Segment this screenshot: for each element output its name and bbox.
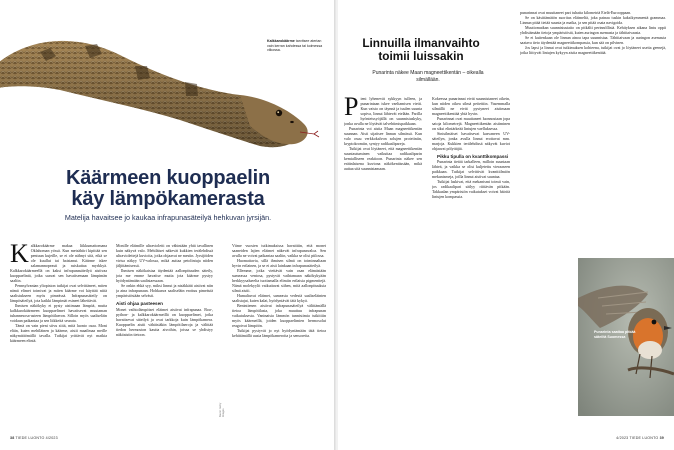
right-col2-subhead: Pikku tipulla on kvanttikompassi	[437, 154, 509, 159]
right-footer-mag: 4/2023 TIEDE LUONTO	[616, 436, 659, 440]
right-col2-p1: Kokeessa punarinnat eivät suunnistaneet oikein, kun niiden oikea silmä peitettiin. Vasemmalla silmällä ne eivät pystyneet aistimaan magneettikenttää yhtä hyvin.	[432, 96, 510, 116]
right-col2-p5: Tutkijat laskivat, että mekanismi toimii vain, jos radikaalipari säilyy riittävän pitkään. Takkaalan ympäristön vaikutukset voivat häiritä lintujen kompassia.	[432, 179, 510, 199]
right-col2-p3: Sinisilmäiset havaitsevat kasvaneen UV-säteilyn, jonka avulla linnut erottavat mm. marjoja. Kukkien terälehdissä näkyvät kuviot ohjaavat pölyttäjiä.	[432, 131, 510, 151]
right-col3-p4: Se ei kuitenkaan ole linnun ainoa tapa suunnistaa. Tähtitaivaan ja auringon asemasta saatava tieto täydentää magneettikompassia, kun sää on pilvinen.	[520, 35, 666, 45]
left-dropcap: K	[10, 243, 29, 268]
right-page-number: 39	[659, 436, 664, 440]
snake-caption-text: Kalkkarokäärme tarvitsee aterian vain kerran kahdessa tai kolmessa viikossa.	[267, 39, 323, 53]
left-title-line2: käy lämpökamerasta	[71, 188, 265, 210]
left-page-number: 38	[10, 436, 15, 440]
left-footer	[10, 436, 58, 440]
left-col3-p5: Benintienen aistivat infrapunasäteilyä välittämällä tietoa lämpötilasta, joka muuttuu infrapunan vaikutuksesta. Vaninaisia lämmön tunnistimia tutkittiin myös käärmeillä, joiden kuoppaelimien hermosolut reagoivat lämpöön.	[232, 303, 326, 328]
left-title-line1: Käärmeen kuoppaelin	[65, 167, 271, 189]
right-col3-p5: Jos lapsi ja linnut ovat tutkimuksen kohteena, tutkijat ovat jo löytäneet useita geenejä, jotka liittyvät lintujen kykyyn aistia magneettikenttää.	[520, 45, 666, 55]
robin-caption: Punarinta saattaa pitkää säteiltä Suomessa	[594, 330, 636, 339]
right-page	[338, 0, 674, 450]
right-title	[338, 37, 498, 63]
left-col3-p3: Ellemme, jotka viettävät vain osan elämästään sumeassa ventosa, pystyvät vaihtamaan näkökykyään herkkyysalueelta tuottamalla elimiin erilaisia pigmenttejä. Nämä molekyylit vaikuttavat siihen, mitä aallonpituuksia silmä aistii.	[232, 268, 326, 293]
right-col3-p2: Se on käsittämätön suoritus eläimeltä, joka painaa tuskin kaksikymmentä grammaa. Linnun pitää tietää suunta ja matka, ja sen pitää osata navigoida.	[520, 15, 666, 25]
left-col1-p4: Tämä on vain pieni siivu siitä, mitä luonto osaa. Moni eläin, kuten mehiläinen ja käärme, aistii maailmaa meille näkymättömällä tavalla. Tutkijat yrittävät nyt matkia käärmeen elintä.	[10, 323, 107, 343]
left-page	[0, 0, 336, 450]
right-col2-p4: Punarinta tietää tarkalleen, milloin suuntaan lähteä, ja vaikka se olisi kuljetettu vieraaseen paikkaan. Tutkijat selvittivät kvanttiilmiön mekanismeja, joilla linnut aistivat suuntaa.	[432, 159, 510, 179]
left-column-1	[10, 243, 107, 438]
snake-caption	[267, 39, 327, 53]
photo-credit: Kuvat: Getty Images	[219, 402, 225, 417]
right-column-2	[432, 96, 510, 438]
left-col2-p3: Se onkin ehkä syy, miksi linnut ja nisäkkäät aistivat niin ja aina infrapunaan. Hohkaava saaliseläin erottuu pimeästä ympäristöstään selvästi.	[116, 283, 213, 298]
left-lead: Matelija havaitsee jo kaukaa infrapunasäteilyä hehkuvan jyrsijän.	[64, 213, 272, 222]
right-footer	[616, 436, 664, 440]
right-title-line2: toimii luissakin	[378, 49, 464, 63]
right-col1-p2: Punarinta voi aistia Maan magneettikentän suunnan. Aisti sijaitsee linnun silmässä. Kun valo osuu verkkokalvon solujen proteiiniin, kryptokromiin, syntyy radikaalipareja.	[344, 126, 422, 146]
right-col3-p1: punarinnat ovat muuttaneet pari tuhatta kilometriä Etelä-Eurooppaan.	[520, 10, 632, 15]
snake-photo	[0, 0, 336, 158]
right-dropcap: P	[344, 96, 359, 121]
left-column-2	[116, 243, 213, 438]
left-footer-mag: TIEDE LUONTO 4/2023	[15, 436, 58, 440]
left-col3-p6: Tutkijat pystyvät jo nyt hyödyntämään tätä tietoa kehittämällä uusia lämpökameroita ja sensoreita.	[232, 328, 326, 338]
right-col1-p3: Tutkijat ovat löytäneet, että magneettikentän suuntautuminen vaikuttaa radikaaliparin kemialliseen reaktioon. Punarinta näkee sen eräänlaisena kuviona näkökentässään, mikä auttaa sitä suunnistamaan.	[344, 146, 422, 171]
left-col2-p1: Monille eläimille ultravioletti on vähintään yhtä tavallinen kuin näkyvä valo. Mehiläiset näkevät kukkien terälehdissä ultraviolettejä kuvioita, jotka ohjaavat ne mesiin. Jyrsijöiden virtsa näkyy UV-valossa, mikä auttaa petolintuja niiden jäljittämisessä.	[116, 243, 213, 268]
left-title	[0, 168, 336, 210]
right-title-line1: Linnuilla ilmanvaihto	[362, 36, 480, 50]
right-column-3	[520, 10, 666, 255]
left-col3-p1: Viime vuosien tutkimuksissa havaittiin, että monet saaneiden lajien eläimet näkevät infrapunavaloa. Sen avulla ne voivat paikantaa saaliin, vaikka se olisi piilossa.	[232, 243, 326, 258]
right-lead: Punarinta näkee Maan magneettikentän – oikealla silmällään.	[372, 70, 484, 83]
right-column-1	[344, 96, 422, 438]
left-col2-p4: Monet vaihtolämpöiset eläimet aistivat infrapunaa. Boa-, python- ja kalkkarokäärmeillä on kuoppaelimet, jotka havaitsevat säteilyä ja ovat tarkkoja kuin lämpökamera. Kuoppaelin aistii vähäisiäkin lämpötilaeroja ja välittää tiedon hermoston kautta aivoihin, joissa se yhdistyy näköaistin tietoon.	[116, 307, 213, 337]
right-col2-p2: Punarinnat ovat muuttaneet luonnostaan jopa satoja kilometrejä. Magneettikentän aistiminen on siksi elintärkeää lintujen vaelluksessa.	[432, 116, 510, 131]
left-col3-p4: Humaltuvat eläimet, sameasta vedestä saaliseläinten saalistajat, kuten kalat, hyödyntävät tätä kykyä.	[232, 293, 326, 303]
left-col2-subhead: Aisti ohjaa pasteesen	[116, 301, 163, 306]
left-column-3	[232, 243, 326, 438]
left-col2-p2: Ihmisen näkökaistaa täydentää aallonpituuden säteily, jota me emme havaitse mutta jota käärme pystyy hyödyntämään saalistaessaan.	[116, 268, 213, 283]
left-col3-p2: Huomattavia, sillä ihmisen silmä on toiminnaltaan hyvin erilainen, ja se ei aisti lainkaan infrapunasäteilyä.	[232, 258, 326, 268]
right-col1-p1: ieni lyhenevät sykkyyn tulleen, ja punarintaan iskee vaeltamisen vietti. Kun vaisto on täynnä ja tuulen suunta sopiva, linnut lähtevät etelään. Parilla hyönteissyöjällä on suunnistuskyky, jonka avulla ne löytävät talvehtimispaikkaan.	[344, 96, 422, 126]
right-col3-p3: Muuttomatkan suunnistustaito on pitkälti perinnöllistä. Kehityksen aikana lintu oppii yhdistämään tietoja ympäristöstä, kuten auringon asemasta ja tähtitaivaasta.	[520, 25, 666, 35]
left-col1-p3: Ihmisen näkökyky ei pysty aistimaan lämpöä, mutta kalkkarokäärmeen kuoppaelimet havaitsevat muutaman tuhannesosa-asteen lämpötilaeron. Silloin myös saaliseläin voidaan paikantaa ja sen liikkeitä seurata.	[10, 303, 107, 323]
left-col1-p2: Pennsylvanian yliopiston tutkijat ovat selvittäneet, miten nämä elimet toimivat ja miten käärme voi käyttää niitä saalistukseen myös pimeässä. Infrapunasäteily on lämpösäteilyä, jota kaikki lämpimät esineet lähettävät.	[10, 283, 107, 303]
left-col1-p1: alkkarokäärme makaa liikkumattomana Oklahoman yössä. Kun metsähiiri kipittää sen pentuun kujeille, se ei ole nähnyt sitä, eikä se ole kuullut tai haistanut. Käärme iskee salamannopeasti ja ruiskuttaa myrkkyä. Kalkkarokäärmeellä on kaksi infrapunasäteilyä aistivaa kuoppaelintä, jotka saavat sen havaitsemaan lämpimän saaliin.	[10, 243, 107, 283]
snake-caption-bold: Kalkkarokäärme	[267, 39, 295, 43]
